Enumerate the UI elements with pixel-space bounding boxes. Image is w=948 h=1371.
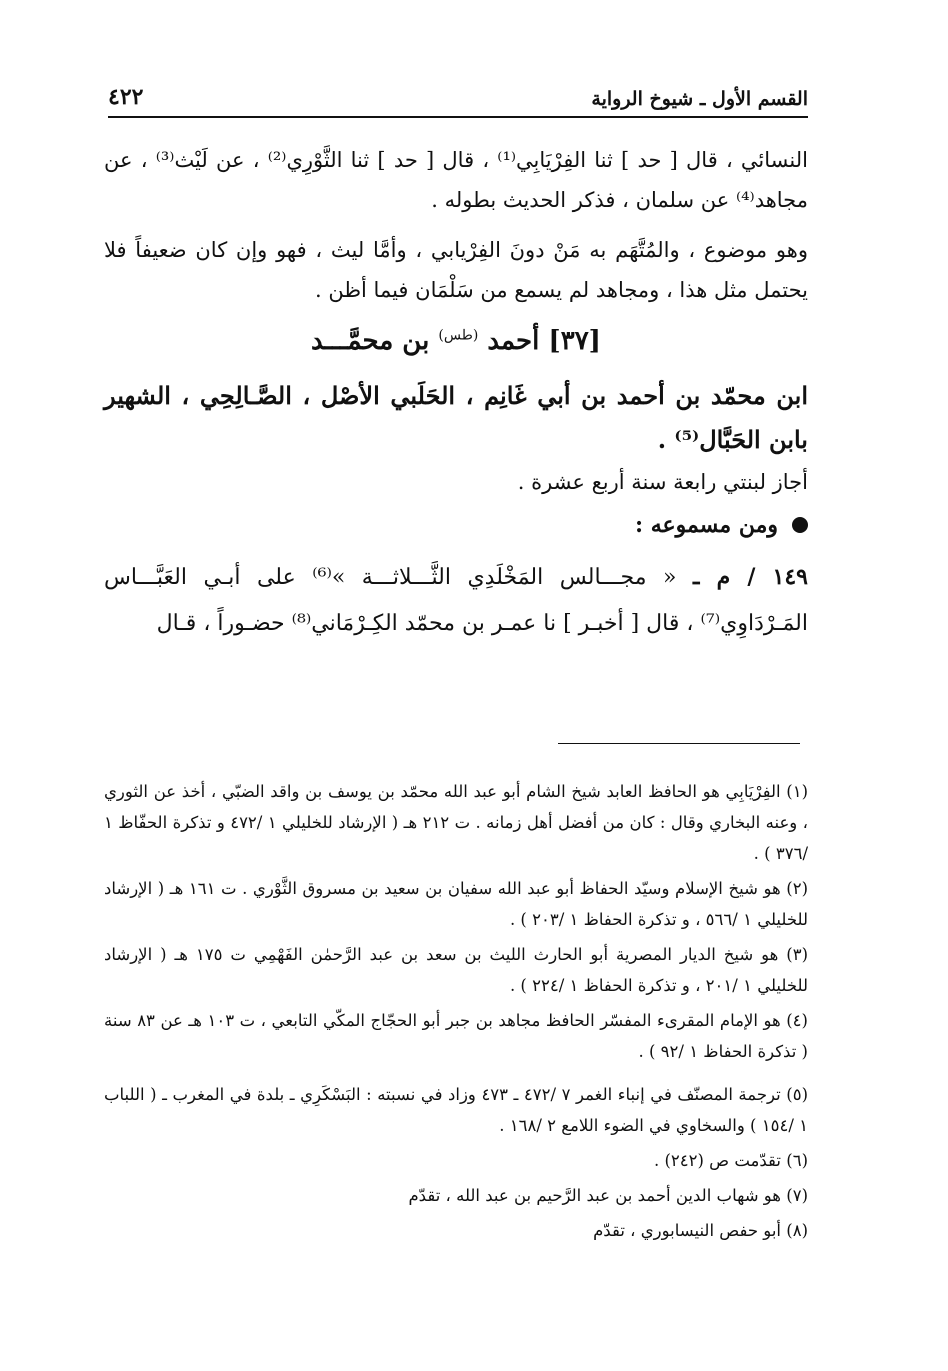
footnote-separator (558, 743, 800, 744)
biography-line: ابن محمّد بن أحمد بن أبي غَانِم ، الحَلَبي الأصْل ، الصَّـالِحِي ، الشهير بابن الحَبَّال⁽⁵⁾ . (104, 381, 808, 454)
footnote-5: (٥) ترجمة المصنّف في إنباء الغمر ٧ /٤٧٢ ـ ٤٧٣ وزاد في نسبته : البَسْكَرِي ـ بلدة في المغرب ـ ( اللباب ١ /١٥٤ ) والسخاوي في الضوء اللامع ٢ /١٦٨ . (104, 1085, 808, 1135)
entry-text: « مجـــالس المَخْلَدِي الثَّـــلاثـــة »⁽⁶⁾ على أبـي العَبَّـــاس المَـرْدَاوِي⁽⁷⁾ ، قال [ أخبـر ] نا عمـر بن محمّد الكِـرْمَاني⁽⁸⁾ حضـوراً ، قـال (104, 565, 808, 636)
entry-number: ١٤٩ / م ـ (692, 564, 808, 590)
footnote-6: (٦) تقدّمت ص (٢٤٢) . (653, 1151, 808, 1170)
page-number: ٤٢٢ (108, 84, 144, 110)
running-title: القسم الأول ـ شيوخ الرواية (591, 88, 808, 110)
footnotes (104, 776, 808, 1250)
entry-heading-number: [٣٧] (548, 326, 601, 356)
paragraph-2: وهو موضوع ، والمُتَّهَم به مَنْ دونَ الفِرْيابي ، وأمَّا ليث ، فهو وإن كان ضعيفاً فلا يحتمل مثل هذا ، ومجاهد لم يسمع من سَلْمَان فيما أظن . (104, 238, 808, 302)
bullet-icon (792, 517, 808, 533)
hadith-entry (104, 554, 808, 647)
footnote-1: (١) الفِرْيَابِي هو الحافظ العابد شيخ الشام أبو عبد الله محمّد بن يوسف بن واقد الضبّي ، أخذ عن الثوري ، وعنه البخاري وقال : كان من أفضل أهل زمانه . ت ٢١٢ هـ ( الإرشاد للخليلي ١ /٤٧٢ و تذكرة الحفّاظ ١ /٣٧٦ ) . (104, 782, 809, 863)
footnote-2: (٢) هو شيخ الإسلام وسيّد الحفاظ أبو عبد الله سفيان بن سعيد بن مسروق الثَّوْري . ت ١٦١ هـ ( الإرشاد للخليلي ١ /٥٦٦ ، و تذكرة الحفاظ ١ /٢٠٣ ) . (104, 879, 809, 929)
entry-heading-code: (طس) (438, 327, 479, 344)
entry-heading (104, 326, 808, 356)
footnote-7: (٧) هو شهاب الدين أحمد بن عبد الرَّحيم بن عبد الله ، تقدّم (408, 1186, 808, 1205)
subheading (104, 502, 808, 548)
main-text (104, 140, 808, 647)
paragraph-1: النسائي ، قال [ حد ] ثنا الفِرْيَابِي⁽¹⁾ ، قال [ حد ] ثنا الثَّوْرِي⁽²⁾ ، عن لَيْث⁽³⁾ ، عن مجاهد⁽⁴⁾ عن سلمان ، فذكر الحديث بطوله . (104, 148, 808, 212)
ijaza-line: أجاز لبنتي رابعة سنة أربع عشرة . (517, 470, 808, 494)
entry-heading-name-2: بن محمَّـــد (311, 326, 430, 356)
footnote-8: (٨) أبو حفص النيسابوري ، تقدّم (593, 1221, 808, 1240)
entry-heading-name-1: أحمد (487, 326, 540, 356)
page-header (108, 82, 808, 118)
footnote-gap (104, 1071, 808, 1079)
subheading-text: ومن مسموعه : (634, 512, 778, 538)
footnote-4: (٤) هو الإمام المقرىء المفسّر الحافظ مجاهد بن جبر أبو الحجّاج المكّي التابعي ، ت ١٠٣ هـ عن ٨٣ سنة ( تذكرة الحفاظ ١ /٩٢ ) . (104, 1011, 808, 1061)
footnote-3: (٣) هو شيخ الديار المصرية أبو الحارث الليث بن سعد بن عبد الرَّحمٰن الفَهْمِي ت ١٧٥ هـ ( الإرشاد للخليلي ١ /٢٠١ ، و تذكرة الحفاظ ١ /٢٢٤ ) . (104, 945, 808, 995)
